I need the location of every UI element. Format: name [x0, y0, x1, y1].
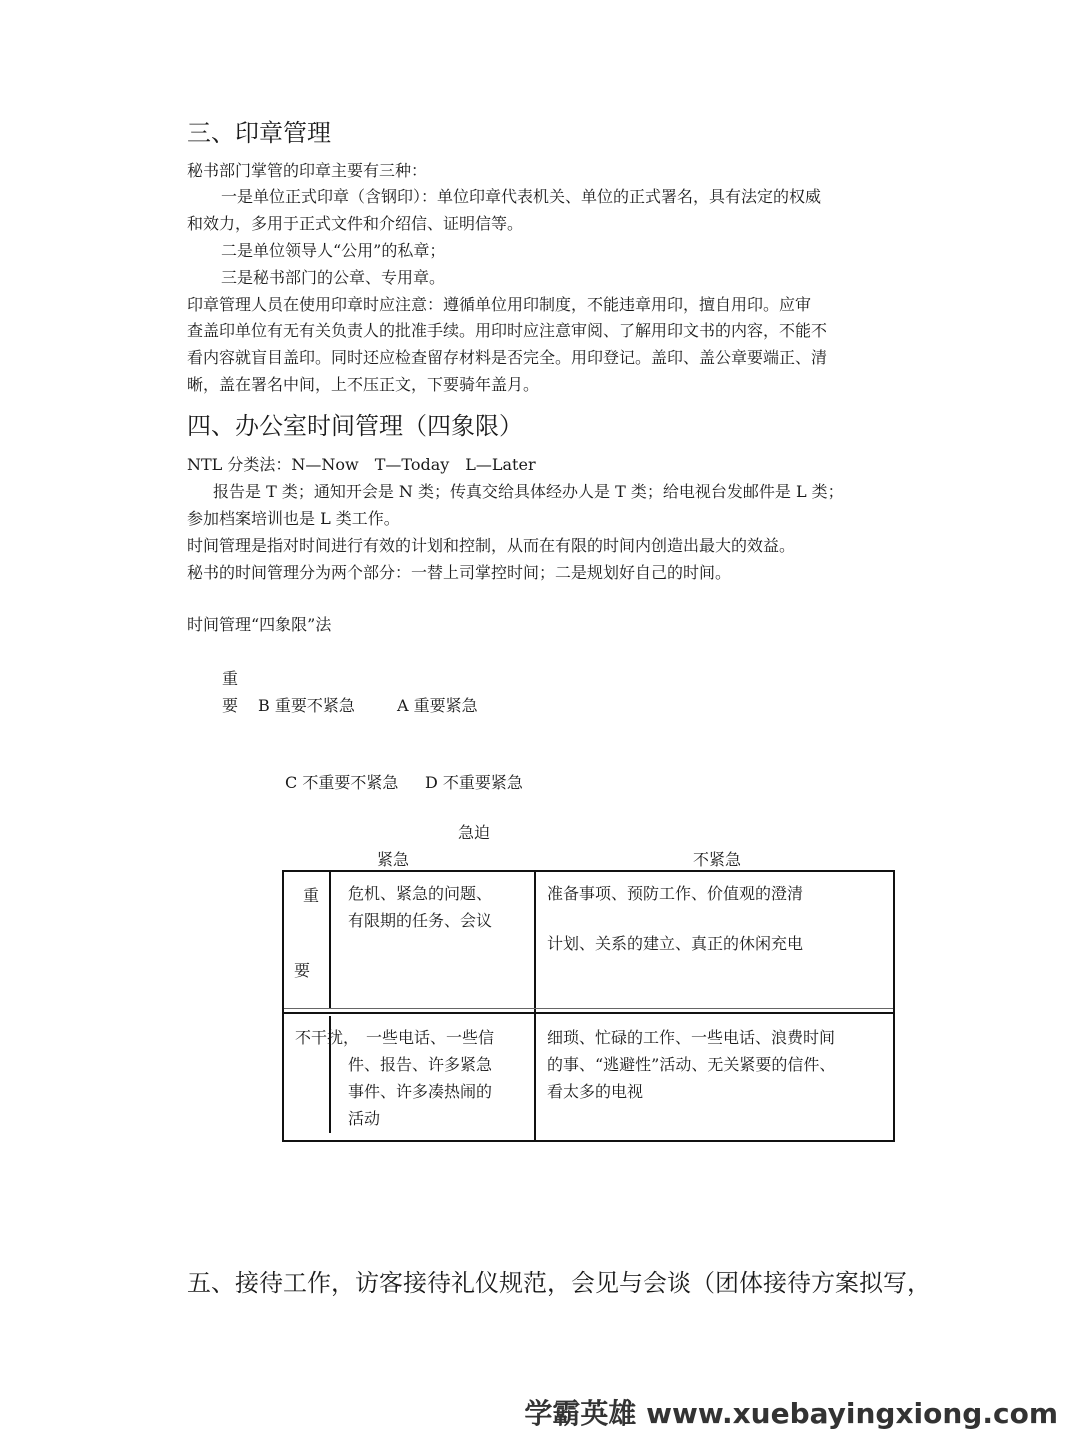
table-border-bottom	[282, 1140, 895, 1142]
paragraph-line: 三是秘书部门的公章、专用章。	[221, 268, 446, 287]
section-3-title: 三、印章管理	[187, 119, 331, 147]
cell-unimportant-not-urgent-line: 看太多的电视	[547, 1082, 644, 1101]
paragraph-line: 一是单位正式印章（含钢印）：单位印章代表机关、单位的正式署名，具有法定的权威	[221, 187, 822, 206]
row-header-important-1: 重	[303, 886, 320, 905]
cell-unimportant-urgent-line: 件、报告、许多紧急	[348, 1055, 493, 1074]
cell-unimportant-not-urgent-line: 的事、“逃避性”活动、无关紧要的信件、	[547, 1055, 836, 1074]
axis-label-important-1: 重	[222, 669, 239, 688]
table-column-divider	[534, 870, 536, 1142]
cell-unimportant-urgent-line: 活动	[348, 1109, 381, 1128]
quadrant-a-label: A 重要紧急	[397, 696, 478, 715]
cell-important-urgent-line: 危机、紧急的问题、	[348, 884, 493, 903]
quadrant-b-label: B 重要不紧急	[258, 696, 355, 715]
cell-unimportant-urgent-line: 事件、许多凑热闹的	[348, 1082, 493, 1101]
paragraph-line: 秘书的时间管理分为两个部分：一替上司掌控时间；二是规划好自己的时间。	[187, 563, 732, 582]
section-5-title: 五、接待工作，访客接待礼仪规范，会见与会谈（团体接待方案拟写，	[187, 1269, 931, 1297]
row-header-important-2: 要	[294, 961, 311, 980]
axis-label-important-2: 要	[222, 696, 239, 715]
cell-important-not-urgent-line: 准备事项、预防工作、价值观的澄清	[547, 884, 804, 903]
paragraph-line: 晰，盖在署名中间，上不压正文，下要骑年盖月。	[187, 375, 540, 394]
column-header-urgent: 紧急	[377, 850, 410, 869]
quadrant-c-label: C 不重要不紧急	[285, 773, 399, 792]
section-4-title: 四、办公室时间管理（四象限）	[187, 412, 523, 440]
paragraph-line: 和效力，多用于正式文件和介绍信、证明信等。	[187, 214, 524, 233]
paragraph-line: 时间管理是指对时间进行有效的计划和控制，从而在有限的时间内创造出最大的效益。	[187, 536, 796, 555]
paragraph-line: 印章管理人员在使用印章时应注意：遵循单位用印制度，不能违章用印，擅自用印。应审	[187, 295, 812, 314]
cell-important-not-urgent-line: 计划、关系的建立、真正的休闲充电	[547, 934, 804, 953]
table-title: 急迫	[458, 823, 491, 842]
table-row-divider	[282, 1012, 895, 1014]
quadrant-d-label: D 不重要紧急	[425, 773, 523, 792]
row-header-not-important: 不干扰，	[295, 1028, 360, 1047]
paragraph-line: 二是单位领导人“公用”的私章；	[221, 241, 446, 260]
ntl-method-line: NTL 分类法：N—Now T—Today L—Later	[187, 455, 536, 474]
table-row-divider-inner	[284, 1008, 893, 1009]
paragraph-line: 秘书部门掌管的印章主要有三种：	[187, 161, 428, 180]
table-border-top	[282, 870, 895, 872]
cell-important-urgent-line: 有限期的任务、会议	[348, 911, 493, 930]
paragraph-line: 查盖印单位有无有关负责人的批准手续。用印时应注意审阅、了解用印文书的内容，不能不	[187, 321, 828, 340]
four-quadrant-method-title: 时间管理“四象限”法	[187, 615, 332, 634]
row-header-divider-top	[329, 872, 331, 1009]
column-header-not-urgent: 不紧急	[693, 850, 742, 869]
table-border-right	[893, 870, 895, 1142]
paragraph-line: 报告是 T 类；通知开会是 N 类；传真交给具体经办人是 T 类；给电视台发邮件是 L 类；	[213, 482, 844, 501]
cell-unimportant-not-urgent-line: 细琐、忙碌的工作、一些电话、浪费时间	[547, 1028, 836, 1047]
cell-unimportant-urgent-line: 一些电话、一些信	[366, 1028, 495, 1047]
paragraph-line: 看内容就盲目盖印。同时还应检查留存材料是否完全。用印登记。盖印、盖公章要端正、清	[187, 348, 828, 367]
watermark: 学霸英雄 www.xuebayingxiong.com	[524, 1397, 1058, 1430]
paragraph-line: 参加档案培训也是 L 类工作。	[187, 509, 400, 528]
table-border-left	[282, 870, 284, 1142]
